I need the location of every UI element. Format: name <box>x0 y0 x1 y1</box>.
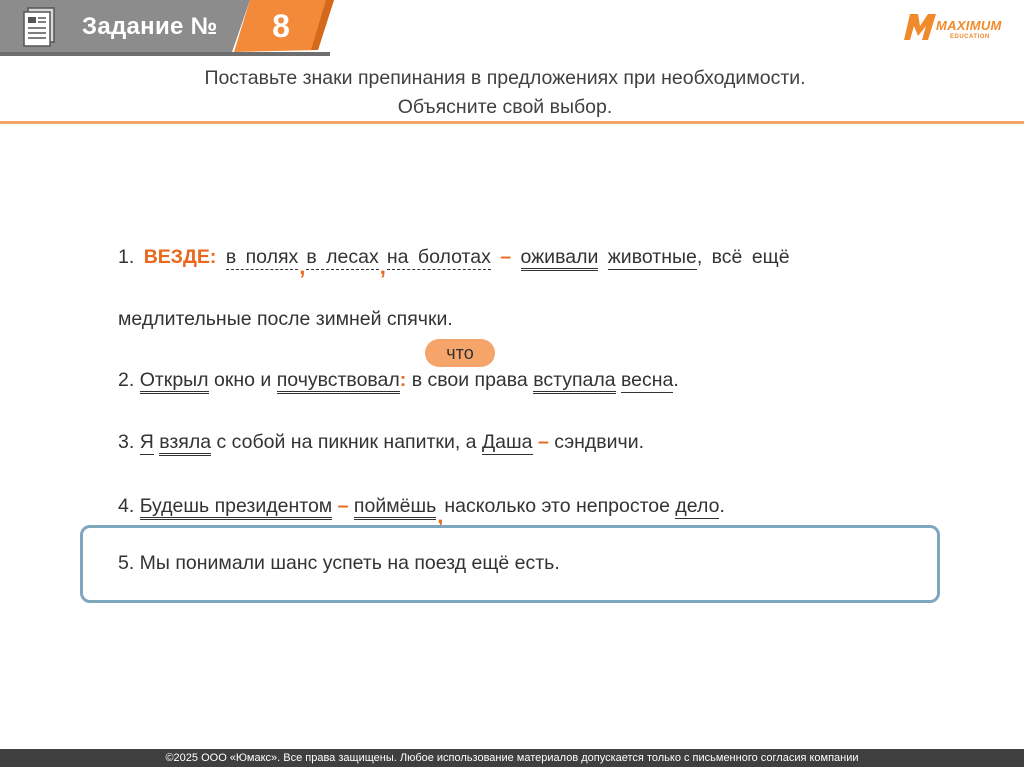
sentence-2 <box>118 369 679 392</box>
sentence-3 <box>118 431 644 454</box>
sentence-4-predicate-2: поймёшь <box>354 495 436 520</box>
sentence-4-comma: , <box>437 503 444 528</box>
sentence-2-text-2: в свои права <box>411 369 528 391</box>
sentence-2-text-1: окно и <box>213 369 272 391</box>
sentence-4 <box>118 492 725 528</box>
logo-mark-icon <box>900 6 940 46</box>
logo-text: MAXIMUM <box>936 18 1002 33</box>
conjunction-badge: что <box>425 339 495 367</box>
task-number: 8 <box>272 8 290 44</box>
sentence-1-circumstance-2: в лесах <box>306 246 379 268</box>
sentence-2-number: 2. <box>118 369 135 391</box>
sentence-4-number: 4. <box>118 495 135 517</box>
sentence-2-colon: : <box>399 369 407 391</box>
sentence-3-number: 3. <box>118 431 135 453</box>
header-divider <box>0 121 1024 124</box>
sentence-2-end: . <box>673 369 679 391</box>
sentence-3-text-end: сэндвичи. <box>554 431 645 453</box>
sentence-5: 5. Мы понимали шанс успеть на поезд ещё есть. <box>118 552 560 574</box>
sentence-1-number: 1. <box>118 246 135 268</box>
sentence-3-subject-1: Я <box>139 431 154 453</box>
sentence-1-rest: , всё ещё <box>696 246 790 268</box>
sentence-1-generalizing-word: ВЕЗДЕ: <box>143 246 217 268</box>
document-icon <box>22 6 58 48</box>
instruction-line-2: Объясните свой выбор. <box>397 96 613 118</box>
sentence-2-predicate-1: Открыл <box>140 369 209 394</box>
logo-subtext: EDUCATION <box>950 34 990 40</box>
sentence-4-dash: – <box>337 495 349 517</box>
header-bar <box>0 0 1024 58</box>
sentence-3-subject-2: Даша <box>481 431 533 453</box>
sentence-4-subject: дело <box>675 495 720 517</box>
sentence-1-comma-1: , <box>299 254 306 279</box>
sentence-3-predicate: взяла <box>159 431 211 456</box>
sentence-1-comma-2: , <box>379 254 386 279</box>
sentence-2-predicate-3: вступала <box>533 369 615 394</box>
footer-copyright: ©2025 ООО «Юмакс». Все права защищены. Любое использование материалов допускается только с письменного согласия компании <box>0 749 1024 767</box>
instruction-line-1: Поставьте знаки препинания в предложениях при необходимости. <box>204 67 806 89</box>
sentence-1-circumstance-3: на болотах <box>386 246 491 268</box>
sentence-4-predicate-1: Будешь президентом <box>140 495 333 520</box>
sentence-1-circumstance-1: в полях <box>225 246 299 268</box>
sentence-1-line-1 <box>118 243 790 279</box>
sentence-1-predicate: оживали <box>521 246 599 271</box>
maximum-logo <box>900 6 1020 52</box>
instruction <box>0 64 1010 122</box>
sentence-2-subject: весна <box>621 369 674 391</box>
sentence-1-subject: животные <box>607 246 697 268</box>
sentence-1-dash: – <box>500 246 512 268</box>
task-label: Задание № <box>82 13 218 40</box>
sentence-3-dash: – <box>537 431 549 453</box>
sentence-3-text: с собой на пикник напитки, а <box>216 431 477 453</box>
sentence-1-line-2: медлительные после зимней спячки. <box>118 308 453 330</box>
sentence-4-end: . <box>719 495 725 517</box>
sentence-2-predicate-2: почувствовал <box>277 369 400 394</box>
sentence-4-text: насколько это непростое <box>444 495 670 517</box>
